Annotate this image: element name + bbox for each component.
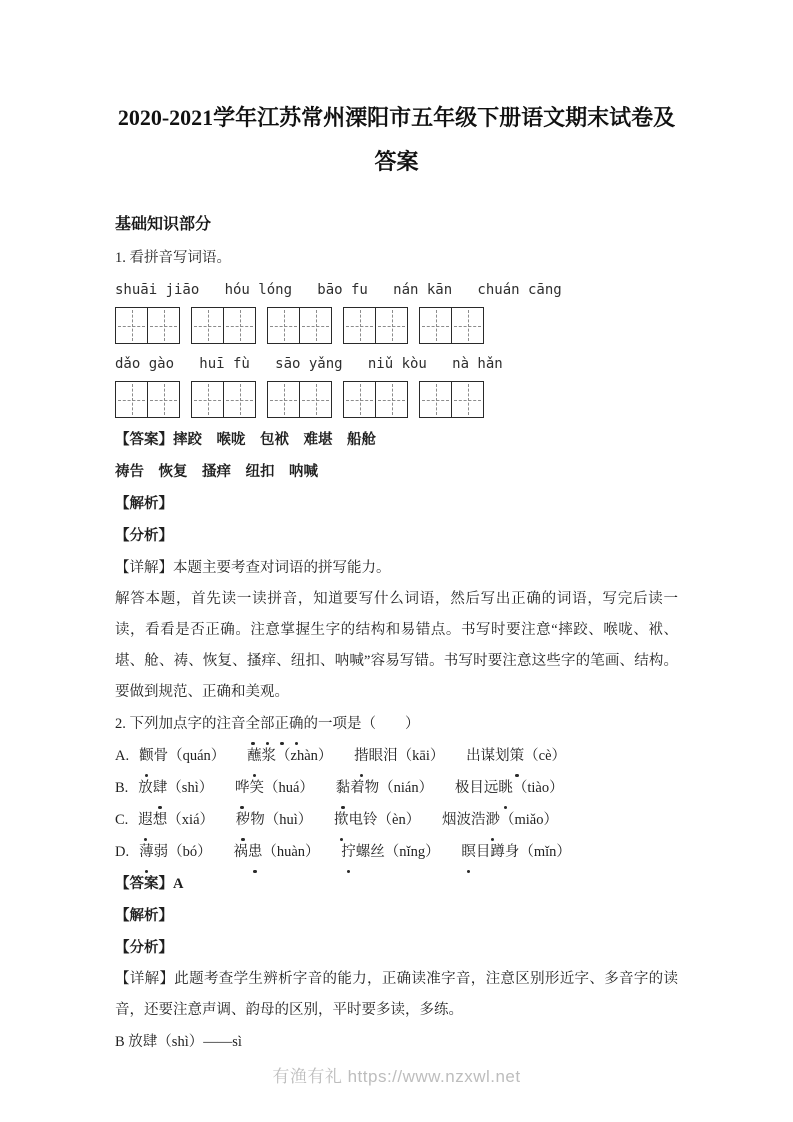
writing-grid-group [267,307,332,344]
writing-grid-cell [300,307,332,344]
q2-option-d [115,836,678,868]
writing-grid-row-2 [115,381,678,418]
q1-answer-line-1 [115,424,678,456]
q2-breakdown-label: 【分析】 [115,940,173,956]
option-text: 放肆（shì） 哗笑（huá） 黏着物（nián） 极目远眺（tiào） [138,780,563,796]
writing-grid-group [191,381,256,418]
writing-grid-group [267,381,332,418]
q1-explanation: 解答本题，首先读一读拼音，知道要写什么词语，然后写出正确的词语，写完后读一读，看看是否正确。注意掌握生字的结构和易错点。书写时要注意“摔跤、喉咙、袱、堪、舱、祷、恢复、搔痒、纽扣、呐喊”容易写错。书写时要注意这些字的笔画、结构。要做到规范、正确和美观。 [115,591,678,700]
q2-answer-line [115,868,678,900]
writing-grid-row-1 [115,307,678,344]
writing-grid-cell [115,307,148,344]
q2-correction-line: B 放肆（shì）——sì [115,1034,242,1050]
writing-grid-group [419,381,484,418]
question-1-stem: 1. 看拼音写词语。 [115,250,231,266]
page-title-line-2: 答案 [374,149,419,174]
answer-label: 【答案】 [115,876,173,892]
page-title-line-1: 2020-2021学年江苏常州溧阳市五年级下册语文期末试卷及 [117,105,676,130]
option-text: 颧骨（quán） 蘸浆（zhàn） 揩眼泪（kāi） 出谋划策（cè） [139,748,566,764]
answer-label: 【答案】 [115,432,173,448]
writing-grid-cell [267,307,300,344]
writing-grid-cell [115,381,148,418]
writing-grid-cell [419,307,452,344]
q2-option-c [115,804,678,836]
q1-breakdown-label: 【分析】 [115,528,173,544]
writing-grid-cell [148,381,180,418]
site-watermark: 有渔有礼 https://www.nzxwl.net [272,1067,521,1086]
q1-answer-line-2 [115,456,678,488]
q1-detail-line: 【详解】本题主要考查对词语的拼写能力。 [115,560,391,576]
option-label: B. [115,780,129,796]
q2-option-b [115,772,678,804]
writing-grid-cell [376,381,408,418]
writing-grid-cell [419,381,452,418]
writing-grid-group [343,381,408,418]
q1-answer-words-1: 摔跤 喉咙 包袱 难堪 船舱 [173,432,376,448]
section-heading: 基础知识部分 [115,216,212,233]
writing-grid-cell [452,381,484,418]
writing-grid-group [115,381,180,418]
q2-analysis-label: 【解析】 [115,908,173,924]
q2-detail: 【详解】此题考查学生辨析字音的能力，正确读准字音，注意区别形近字、多音字的读音，还要注意声调、韵母的区别，平时要多读，多练。 [115,971,678,1018]
q2-answer-value: A [173,876,184,892]
writing-grid-cell [191,307,224,344]
writing-grid-cell [343,381,376,418]
question-2-stem: 2. 下列加点字的注音全部正确的一项是（ ） [115,708,678,740]
writing-grid-cell [148,307,180,344]
writing-grid-group [343,307,408,344]
pinyin-row-2: dǎo gào huī fù sāo yǎng niǔ kòu nà hǎn [115,356,503,372]
writing-grid-group [191,307,256,344]
q1-answer-words-2: 祷告 恢复 搔痒 纽扣 呐喊 [115,464,318,480]
option-label: C. [115,812,129,828]
writing-grid-cell [452,307,484,344]
writing-grid-cell [267,381,300,418]
writing-grid-cell [376,307,408,344]
option-text: 遐想（xiá） 秽物（huì） 揿电铃（èn） 烟波浩渺（miǎo） [138,812,558,828]
writing-grid-cell [191,381,224,418]
writing-grid-cell [224,381,256,418]
option-text: 薄弱（bó） 祸患（huàn） 拧螺丝（nǐng） 瞑目蹲身（mǐn） [139,844,571,860]
writing-grid-cell [343,307,376,344]
writing-grid-group [419,307,484,344]
writing-grid-cell [300,381,332,418]
q2-option-a [115,740,678,772]
q1-analysis-label: 【解析】 [115,496,173,512]
option-label: D. [115,844,130,860]
writing-grid-group [115,307,180,344]
pinyin-row-1: shuāi jiāo hóu lóng bāo fu nán kān chuán cāng [115,282,562,298]
writing-grid-cell [224,307,256,344]
option-label: A. [115,748,130,764]
page-title [115,96,678,184]
